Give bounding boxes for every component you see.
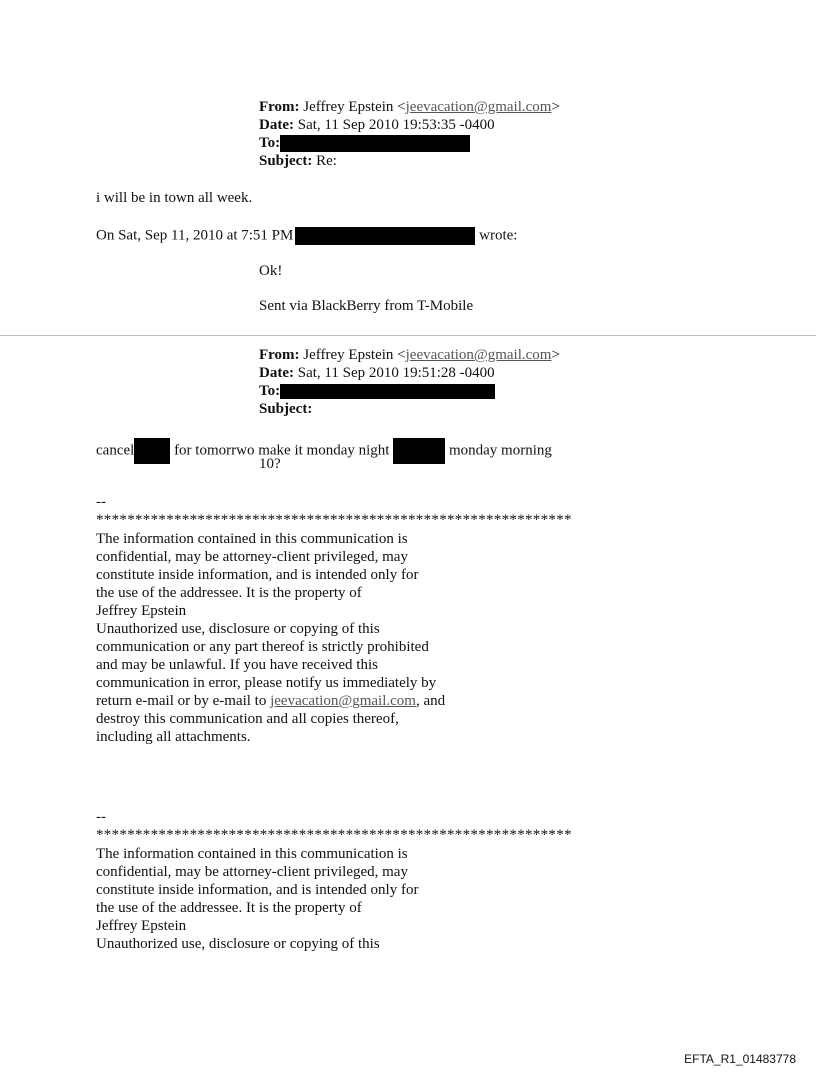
msg1-quote-line2: Sent via BlackBerry from T-Mobile bbox=[259, 298, 474, 314]
disclaimer1-line: communication or any part thereof is strictly prohibited bbox=[96, 639, 429, 655]
msg1-date-line bbox=[259, 117, 495, 134]
msg2-date-value: Sat, 11 Sep 2010 19:51:28 -0400 bbox=[297, 365, 495, 381]
msg2-body-part1: cancel bbox=[96, 442, 135, 459]
msg2-subject-label: Subject: bbox=[259, 401, 313, 417]
msg1-body: i will be in town all week. bbox=[96, 190, 253, 206]
message-divider bbox=[0, 335, 816, 336]
msg2-body-redaction-2 bbox=[393, 438, 445, 464]
disclaimer1-email-link[interactable]: jeevacation@gmail.com bbox=[270, 693, 416, 709]
msg2-body-line1 bbox=[96, 438, 552, 464]
disclaimer2-line: Unauthorized use, disclosure or copying of this bbox=[96, 936, 380, 952]
disclaimer1-line: destroy this communication and all copies thereof, bbox=[96, 711, 399, 727]
msg2-from-close: > bbox=[551, 347, 560, 363]
disclaimer2-line: Jeffrey Epstein bbox=[96, 918, 187, 934]
disclaimer1-line: including all attachments. bbox=[96, 729, 251, 745]
disclaimer1-email-line bbox=[96, 692, 496, 710]
disclaimer1-stars: ************************************************************* bbox=[96, 512, 572, 528]
disclaimer1-line: constitute inside information, and is intended only for bbox=[96, 567, 419, 583]
disclaimer2-line: The information contained in this communication is bbox=[96, 846, 408, 862]
disclaimer1-line: confidential, may be attorney-client privileged, may bbox=[96, 549, 408, 565]
disclaimer2-text bbox=[96, 845, 496, 953]
disclaimer1-text bbox=[96, 530, 496, 746]
disclaimer1-line: the use of the addressee. It is the property of bbox=[96, 585, 362, 601]
msg1-to-line bbox=[259, 135, 470, 152]
msg2-to-redaction bbox=[280, 384, 495, 399]
disclaimer1-line: and may be unlawful. If you have received this bbox=[96, 657, 378, 673]
msg1-from-label: From: bbox=[259, 99, 300, 115]
msg2-body-part3: monday morning bbox=[448, 442, 552, 459]
msg1-from-line bbox=[259, 99, 560, 116]
msg1-quote-intro: On Sat, Sep 11, 2010 at 7:51 PM bbox=[96, 227, 294, 244]
msg2-from-line bbox=[259, 347, 560, 364]
msg1-from-close: > bbox=[551, 99, 560, 115]
msg2-date-line bbox=[259, 365, 495, 382]
disclaimer1-line: The information contained in this communication is bbox=[96, 531, 408, 547]
msg1-quote-intro-line bbox=[96, 227, 517, 245]
msg2-from-email-link[interactable]: jeevacation@gmail.com bbox=[405, 347, 552, 363]
disclaimer1-email-post: , and bbox=[415, 693, 446, 709]
disclaimer2-line: constitute inside information, and is intended only for bbox=[96, 882, 419, 898]
msg1-quote-sender-redaction bbox=[295, 227, 475, 245]
msg1-to-redaction bbox=[280, 135, 470, 152]
msg2-subject-line bbox=[259, 401, 312, 418]
disclaimer2-stars: ************************************************************* bbox=[96, 827, 572, 843]
document-id: EFTA_R1_01483778 bbox=[684, 1052, 796, 1066]
disclaimer2-line: the use of the addressee. It is the property of bbox=[96, 900, 362, 916]
disclaimer1-line: Unauthorized use, disclosure or copying of this bbox=[96, 621, 380, 637]
msg2-from-name: Jeffrey Epstein < bbox=[303, 347, 406, 363]
msg1-quote-wrote: wrote: bbox=[479, 227, 518, 244]
msg2-body-redaction-1 bbox=[134, 438, 170, 464]
disclaimer1-line: communication in error, please notify us immediately by bbox=[96, 675, 437, 691]
msg2-body-line2: 10? bbox=[259, 456, 281, 472]
msg2-to-line bbox=[259, 383, 495, 400]
msg1-subject-value: Re: bbox=[316, 153, 337, 169]
disclaimer1-dash: -- bbox=[96, 494, 106, 510]
msg2-date-label: Date: bbox=[259, 365, 294, 381]
disclaimer2-dash: -- bbox=[96, 809, 106, 825]
msg1-quote-line1: Ok! bbox=[259, 263, 283, 279]
msg1-from-email-link[interactable]: jeevacation@gmail.com bbox=[405, 99, 552, 115]
disclaimer1-line: Jeffrey Epstein bbox=[96, 603, 187, 619]
msg1-subject-label: Subject: bbox=[259, 153, 313, 169]
disclaimer2-line: confidential, may be attorney-client privileged, may bbox=[96, 864, 408, 880]
msg2-from-label: From: bbox=[259, 347, 300, 363]
msg1-subject-line bbox=[259, 153, 337, 170]
msg1-from-name: Jeffrey Epstein < bbox=[303, 99, 406, 115]
msg1-date-value: Sat, 11 Sep 2010 19:53:35 -0400 bbox=[297, 117, 495, 133]
msg1-to-label: To: bbox=[259, 135, 281, 151]
msg1-date-label: Date: bbox=[259, 117, 294, 133]
disclaimer1-email-pre: return e-mail or by e-mail to bbox=[96, 693, 271, 709]
msg2-to-label: To: bbox=[259, 383, 281, 399]
msg2-body-part2: for tomorrwo make it monday night bbox=[174, 442, 390, 459]
